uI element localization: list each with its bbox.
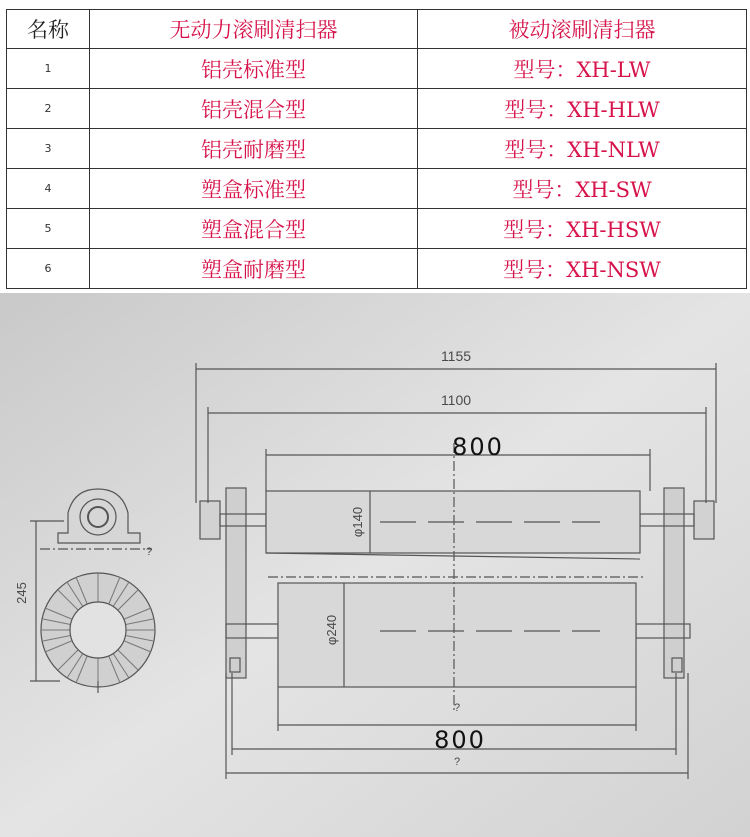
row-name: 铝壳标准型 [90, 49, 418, 89]
drawing-background [0, 293, 750, 837]
row-model: 型号：XH-HSW [418, 209, 747, 249]
spec-table [6, 9, 747, 289]
table-row [7, 49, 747, 89]
dim-unknown-bottom: ? [454, 702, 461, 714]
table-row [7, 129, 747, 169]
row-model: 型号：XH-LW [418, 49, 747, 89]
table-row [7, 209, 747, 249]
dim-inner-length: 1100 [440, 392, 472, 408]
row-name: 塑盒标准型 [90, 169, 418, 209]
row-name: 塑盒耐磨型 [90, 249, 418, 289]
row-model: 型号：XH-NSW [418, 249, 747, 289]
dim-diameter-top: φ140 [350, 506, 365, 538]
table-row [7, 169, 747, 209]
row-index: 2 [7, 89, 90, 129]
header-name: 名称 [7, 10, 90, 49]
table-row [7, 249, 747, 289]
row-name: 铝壳混合型 [90, 89, 418, 129]
row-index: 6 [7, 249, 90, 289]
dim-top-roller-length: 800 [452, 433, 504, 461]
row-index: 1 [7, 49, 90, 89]
dim-unknown-side: ? [146, 546, 153, 558]
row-name: 塑盒混合型 [90, 209, 418, 249]
table-header-row [7, 10, 747, 49]
row-model: 型号：XH-SW [418, 169, 747, 209]
dim-diameter-bottom: φ240 [324, 614, 339, 646]
dim-side-height: 245 [14, 582, 29, 604]
dim-bottom-roller-length: 800 [434, 726, 486, 754]
row-name: 铝壳耐磨型 [90, 129, 418, 169]
technical-drawing [0, 293, 750, 837]
row-index: 4 [7, 169, 90, 209]
row-index: 3 [7, 129, 90, 169]
dim-overall-length: 1155 [440, 348, 472, 364]
dim-unknown-overall: ? [454, 756, 461, 768]
row-model: 型号：XH-NLW [418, 129, 747, 169]
row-index: 5 [7, 209, 90, 249]
header-unpowered-brush: 无动力滚刷清扫器 [90, 10, 418, 49]
row-model: 型号：XH-HLW [418, 89, 747, 129]
table-row [7, 89, 747, 129]
header-passive-brush: 被动滚刷清扫器 [418, 10, 747, 49]
